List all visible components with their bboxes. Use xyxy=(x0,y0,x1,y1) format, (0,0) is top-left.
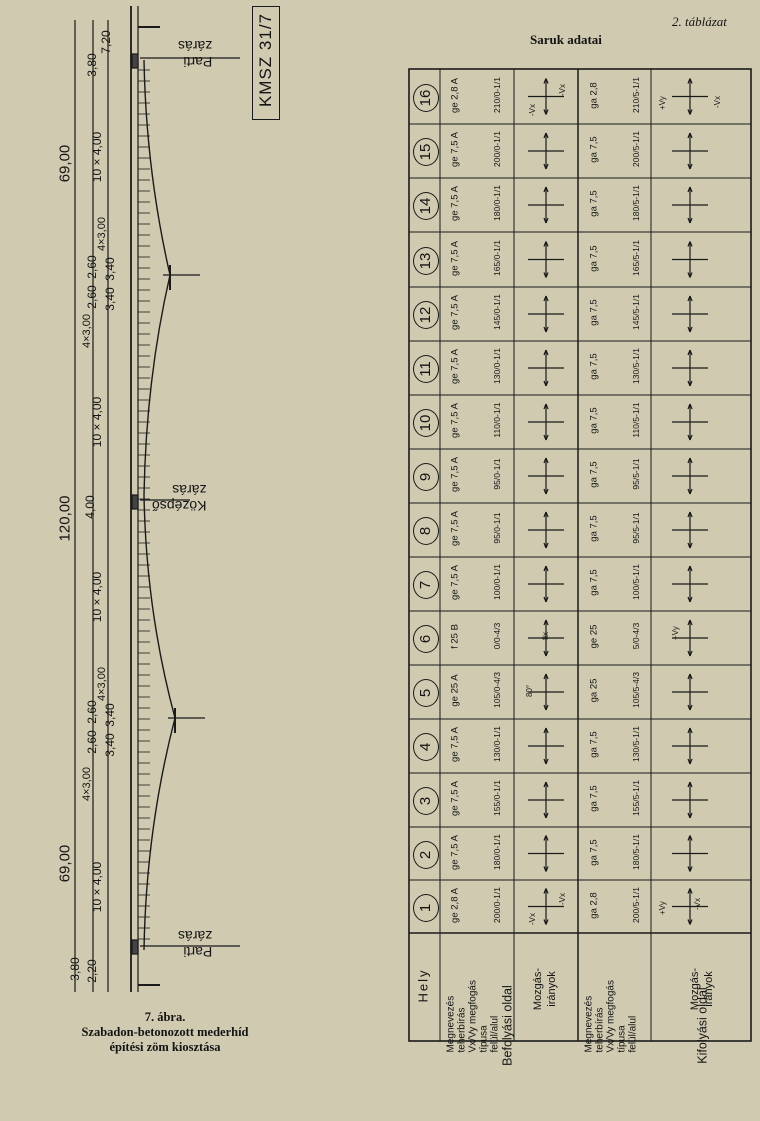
seg-380-top: 3,80 xyxy=(85,53,99,77)
column-number: 7 xyxy=(413,571,439,599)
top-type: ge 7,5 A xyxy=(449,295,461,330)
bottom-code: 100/5-1/1 xyxy=(631,564,641,600)
bottom-type: ge 25 xyxy=(588,624,600,649)
movement-label: -Vx xyxy=(528,913,537,925)
bottom-type: ga 25 xyxy=(588,678,600,703)
seg-220: 2,20 xyxy=(85,959,99,983)
column-number: 15 xyxy=(413,138,439,166)
movement-label: -Vx xyxy=(528,104,537,116)
bottom-code: 5/0-4/3 xyxy=(631,622,641,650)
column-number: 10 xyxy=(413,409,439,437)
top-code: 100/0-1/1 xyxy=(492,564,502,600)
table-number: 2. táblázat xyxy=(672,14,727,29)
seg-10x400-c: 10 × 4,00 xyxy=(90,571,104,623)
seg-4x300-d: 4×3,00 xyxy=(81,767,93,801)
designation-line: teherbírás xyxy=(594,1007,606,1053)
seg-10x400-b: 10 × 4,00 xyxy=(90,396,104,448)
bottom-type: ga 7,5 xyxy=(588,244,600,272)
column-number: 12 xyxy=(413,301,439,329)
closure-label-bottom xyxy=(178,928,212,960)
seg-260-b: 2,60 xyxy=(85,285,99,309)
seg-4x300-a: 4×3,00 xyxy=(96,217,108,251)
seg-4x300-c: 4×3,00 xyxy=(96,667,108,701)
bottom-code: 200/5-1/1 xyxy=(631,886,641,923)
top-type: ge 7,5 A xyxy=(449,834,461,870)
movement-label: -Vx xyxy=(558,84,567,96)
top-type: ge 7,5 A xyxy=(449,403,461,438)
top-type: ge 2,8 A xyxy=(449,887,461,923)
seg-380-bottom: 3,80 xyxy=(68,957,82,981)
bottom-type: ga 7,5 xyxy=(588,785,600,812)
header-place: Hely xyxy=(415,968,431,1003)
column-number: 4 xyxy=(413,733,439,761)
bottom-type: ga 2,8 xyxy=(588,81,600,109)
movement-label: -Vx xyxy=(558,893,567,905)
top-type: ge 7,5 A xyxy=(449,132,461,167)
bottom-type: ga 7,5 xyxy=(588,190,600,217)
top-type: ge 7,5 A xyxy=(449,186,461,221)
movement-label: +Vy xyxy=(658,96,667,110)
top-type: ge 2,8 A xyxy=(449,77,461,113)
movement-label: +Vy xyxy=(671,626,680,640)
closure-label-top xyxy=(178,38,212,70)
bottom-code: 165/5-1/1 xyxy=(631,239,641,276)
closure-word: zárás xyxy=(178,38,213,54)
top-code: 155/0-1/1 xyxy=(492,780,502,816)
column-number: 3 xyxy=(413,787,439,815)
top-type: ge 25 A xyxy=(449,674,461,707)
column-number: 13 xyxy=(413,247,439,275)
bottom-code: 130/5-1/1 xyxy=(631,348,641,384)
top-code: 95/0-1/1 xyxy=(492,458,502,490)
top-type: ge 7,5 A xyxy=(449,727,461,762)
top-code: 145/0-1/1 xyxy=(492,294,502,330)
top-code: 180/0-1/1 xyxy=(492,833,502,870)
dim-69-bottom: 69,00 xyxy=(56,844,74,883)
closure-name: Középső xyxy=(152,498,207,514)
top-code: 105/0-4/3 xyxy=(492,672,502,708)
bottom-type: ga 7,5 xyxy=(588,838,600,866)
caption-line: építési zöm kiosztása xyxy=(109,1040,221,1054)
designation-line: típusa xyxy=(478,1025,490,1053)
seg-720: 7,20 xyxy=(99,30,113,54)
bottom-code: 145/5-1/1 xyxy=(631,294,641,330)
bottom-type: ga 7,5 xyxy=(588,136,600,163)
top-code: 180/0-1/1 xyxy=(492,185,502,221)
bottom-code: 95/5-1/1 xyxy=(631,458,641,490)
movement-line: Mozgás- xyxy=(689,967,701,1011)
caption-line: Szabadon-betonozott mederhíd xyxy=(81,1025,249,1039)
closure-name: Parti xyxy=(183,944,213,960)
top-type: ge 7,5 A xyxy=(449,511,461,546)
column-number: 8 xyxy=(413,517,439,545)
top-code: 200/0-1/1 xyxy=(492,131,502,167)
movement-label: -Vx xyxy=(693,898,702,910)
bottom-code: 180/5-1/1 xyxy=(631,185,641,221)
side-label-top: Befolyási oldal xyxy=(500,985,515,1066)
stamp-text: KMSZ 31/7 xyxy=(256,12,275,108)
caption-number: 7. ábra. xyxy=(144,1010,186,1024)
movement-label: 80° xyxy=(525,684,534,697)
bottom-type: ga 7,5 xyxy=(588,731,600,758)
bottom-type: ga 2,8 xyxy=(588,891,600,919)
designation-line: Megnevezés xyxy=(583,995,595,1053)
top-code: 165/0-1/1 xyxy=(492,239,502,276)
closure-word: zárás xyxy=(178,928,213,944)
seg-340-c: 3,40 xyxy=(103,703,117,727)
side-label-bottom: Kifolyási oldal xyxy=(695,987,710,1064)
designation-line: típusa xyxy=(616,1025,628,1053)
bottom-code: 95/5-1/1 xyxy=(631,512,641,544)
top-code: 130/0-1/1 xyxy=(492,348,502,384)
bottom-code: 105/5-4/3 xyxy=(631,672,641,708)
seg-340-b: 3,40 xyxy=(103,287,117,311)
top-type: f 25 B xyxy=(449,624,461,649)
column-number: 9 xyxy=(413,463,439,491)
seg-340-d: 3,40 xyxy=(103,733,117,757)
movement-label: fix xyxy=(541,632,550,640)
seg-4x300-b: 4×3,00 xyxy=(81,314,93,348)
designation-line: Megnevezés xyxy=(445,995,457,1053)
top-code: 110/0-1/1 xyxy=(492,402,502,438)
seg-400: 4,00 xyxy=(83,495,97,519)
bottom-type: ga 7,5 xyxy=(588,407,600,434)
figure-caption xyxy=(40,1010,290,1055)
seg-260-c: 2,60 xyxy=(85,700,99,724)
seg-10x400-d: 10 × 4,00 xyxy=(90,861,104,913)
column-number: 16 xyxy=(413,84,439,112)
designation-line: felül/alul xyxy=(627,1015,639,1053)
bottom-code: 110/5-1/1 xyxy=(631,402,641,438)
bottom-type: ga 7,5 xyxy=(588,299,600,326)
closure-word: zárás xyxy=(172,482,207,498)
movement-line: Mozgás- xyxy=(532,967,544,1011)
top-type: ge 7,5 A xyxy=(449,349,461,384)
movement-label: +Vy xyxy=(658,901,667,915)
table-title: Saruk adatai xyxy=(530,32,602,47)
seg-260-d: 2,60 xyxy=(85,730,99,754)
column-number: 5 xyxy=(413,679,439,707)
seg-10x400-a: 10 × 4,00 xyxy=(90,131,104,183)
column-number: 11 xyxy=(413,355,439,383)
top-code: 200/0-1/1 xyxy=(492,886,502,923)
bottom-type: ga 7,5 xyxy=(588,461,600,488)
movement-line: irányok xyxy=(703,971,715,1007)
top-type: ge 7,5 A xyxy=(449,781,461,816)
designation-line: felül/alul xyxy=(489,1015,501,1053)
top-type: ge 7,5 A xyxy=(449,457,461,492)
bottom-code: 130/5-1/1 xyxy=(631,726,641,762)
top-code: 0/0-4/3 xyxy=(492,622,502,650)
top-type: ge 7,5 A xyxy=(449,240,461,276)
dim-69-top: 69,00 xyxy=(56,144,74,183)
bottom-type: ga 7,5 xyxy=(588,569,600,596)
top-code: 130/0-1/1 xyxy=(492,726,502,762)
top-code: 210/0-1/1 xyxy=(492,76,502,113)
movement-label: -Vx xyxy=(713,96,722,108)
column-number: 14 xyxy=(413,192,439,220)
bottom-code: 155/5-1/1 xyxy=(631,780,641,816)
bottom-type: ga 7,5 xyxy=(588,515,600,542)
column-number: 6 xyxy=(413,625,439,653)
dim-120: 120,00 xyxy=(56,495,74,542)
column-number: 1 xyxy=(413,894,439,922)
bottom-code: 200/5-1/1 xyxy=(631,131,641,167)
bottom-code: 180/5-1/1 xyxy=(631,833,641,870)
designation-line: Vx/Vy megfogás xyxy=(467,980,479,1053)
designation-line: teherbírás xyxy=(456,1007,468,1053)
designation-line: Vx/Vy megfogás xyxy=(605,980,617,1053)
movement-line: irányok xyxy=(546,971,558,1007)
closure-label-mid xyxy=(152,482,206,514)
top-code: 95/0-1/1 xyxy=(492,512,502,544)
bottom-type: ga 7,5 xyxy=(588,353,600,380)
closure-name: Parti xyxy=(183,54,213,70)
column-number: 2 xyxy=(413,841,439,869)
bottom-code: 210/5-1/1 xyxy=(631,76,641,113)
seg-340-a: 3,40 xyxy=(103,257,117,281)
seg-260-a: 2,60 xyxy=(85,255,99,279)
top-type: ge 7,5 A xyxy=(449,565,461,600)
